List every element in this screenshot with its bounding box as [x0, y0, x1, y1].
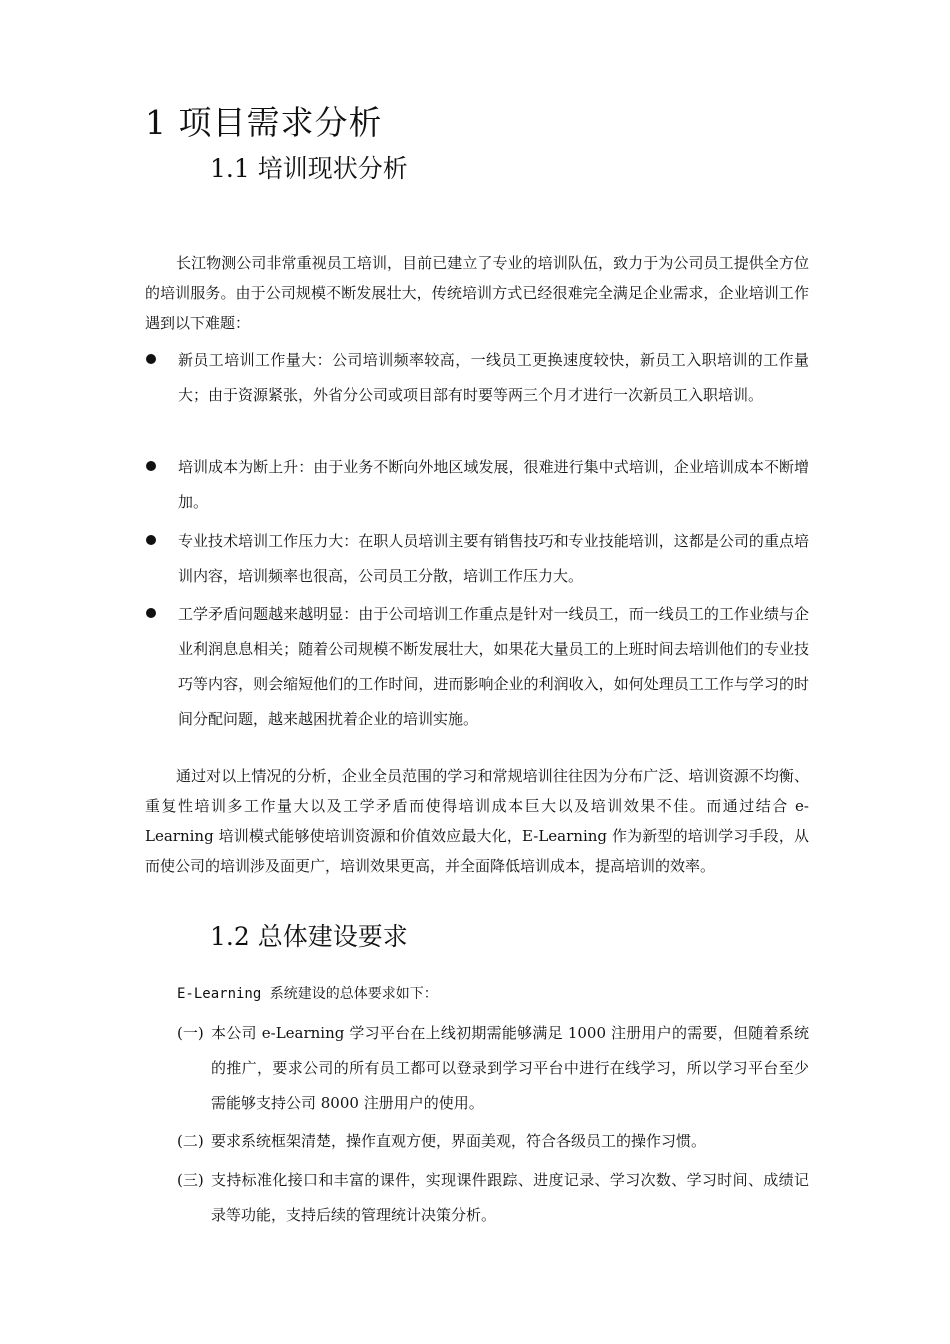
- bullet-text: 培训成本为断上升：由于业务不断向外地区域发展，很难进行集中式培训，企业培训成本不断增加。: [178, 458, 809, 511]
- section-heading-training-status: 1.1 培训现状分析: [210, 154, 408, 183]
- requirement-text: 支持标准化接口和丰富的课件，实现课件跟踪、进度记录、学习次数、学习时间、成绩记录等功能，支持后续的管理统计决策分析。: [211, 1171, 809, 1224]
- conclusion-paragraph: 通过对以上情况的分析，企业全员范围的学习和常规培训往往因为分布广泛、培训资源不均衡、重复性培训多工作量大以及工学矛盾而使得培训成本巨大以及培训效果不佳。而通过结合 e-Learning 培训模式能够使培训资源和价值效应最大化，E-Learning 作为新型的培训学习手段，从而使公司的培训涉及面更广，培训效果更高，并全面降低培训成本，提高培训的效率。: [145, 767, 809, 875]
- bullet-text: 新员工培训工作量大：公司培训频率较高，一线员工更换速度较快，新员工入职培训的工作量大；由于资源紧张，外省分公司或项目部有时要等两三个月才进行一次新员工入职培训。: [178, 351, 809, 404]
- bullet-text: 工学矛盾问题越来越明显：由于公司培训工作重点是针对一线员工，而一线员工的工作业绩与企业利润息息相关；随着公司规模不断发展壮大，如果花大量员工的上班时间去培训他们的专业技巧等内容，则会缩短他们的工作时间，进而影响企业的利润收入，如何处理员工工作与学习的时间分配问题，越来越困扰着企业的培训实施。: [178, 605, 809, 728]
- bullet-dot-icon: [146, 461, 156, 471]
- requirement-marker: (三): [177, 1171, 204, 1189]
- requirement-marker: (一): [177, 1024, 204, 1042]
- bullet-dot-icon: [146, 608, 156, 618]
- section-heading-overall-requirements: 1.2 总体建设要求: [210, 922, 408, 951]
- requirement-text: 本公司 e-Learning 学习平台在上线初期需能够满足 1000 注册用户的需要，但随着系统的推广，要求公司的所有员工都可以登录到学习平台中进行在线学习，所以学习平台至少需能够支持公司 8000 注册用户的使用。: [211, 1024, 809, 1112]
- bullet-text: 专业技术培训工作压力大：在职人员培训主要有销售技巧和专业技能培训，这都是公司的重点培训内容，培训频率也很高，公司员工分散，培训工作压力大。: [178, 532, 809, 585]
- intro-paragraph: 长江物测公司非常重视员工培训，目前已建立了专业的培训队伍，致力于为公司员工提供全方位的培训服务。由于公司规模不断发展壮大，传统培训方式已经很难完全满足企业需求，企业培训工作遇到以下难题：: [145, 254, 809, 332]
- bullet-dot-icon: [146, 354, 156, 364]
- requirement-marker: (二): [177, 1132, 204, 1150]
- bullet-dot-icon: [146, 535, 156, 545]
- requirements-intro: E-Learning 系统建设的总体要求如下：: [177, 986, 438, 1002]
- chapter-heading: 1 项目需求分析: [145, 103, 383, 142]
- requirement-text: 要求系统框架清楚，操作直观方便，界面美观，符合各级员工的操作习惯。: [211, 1132, 707, 1150]
